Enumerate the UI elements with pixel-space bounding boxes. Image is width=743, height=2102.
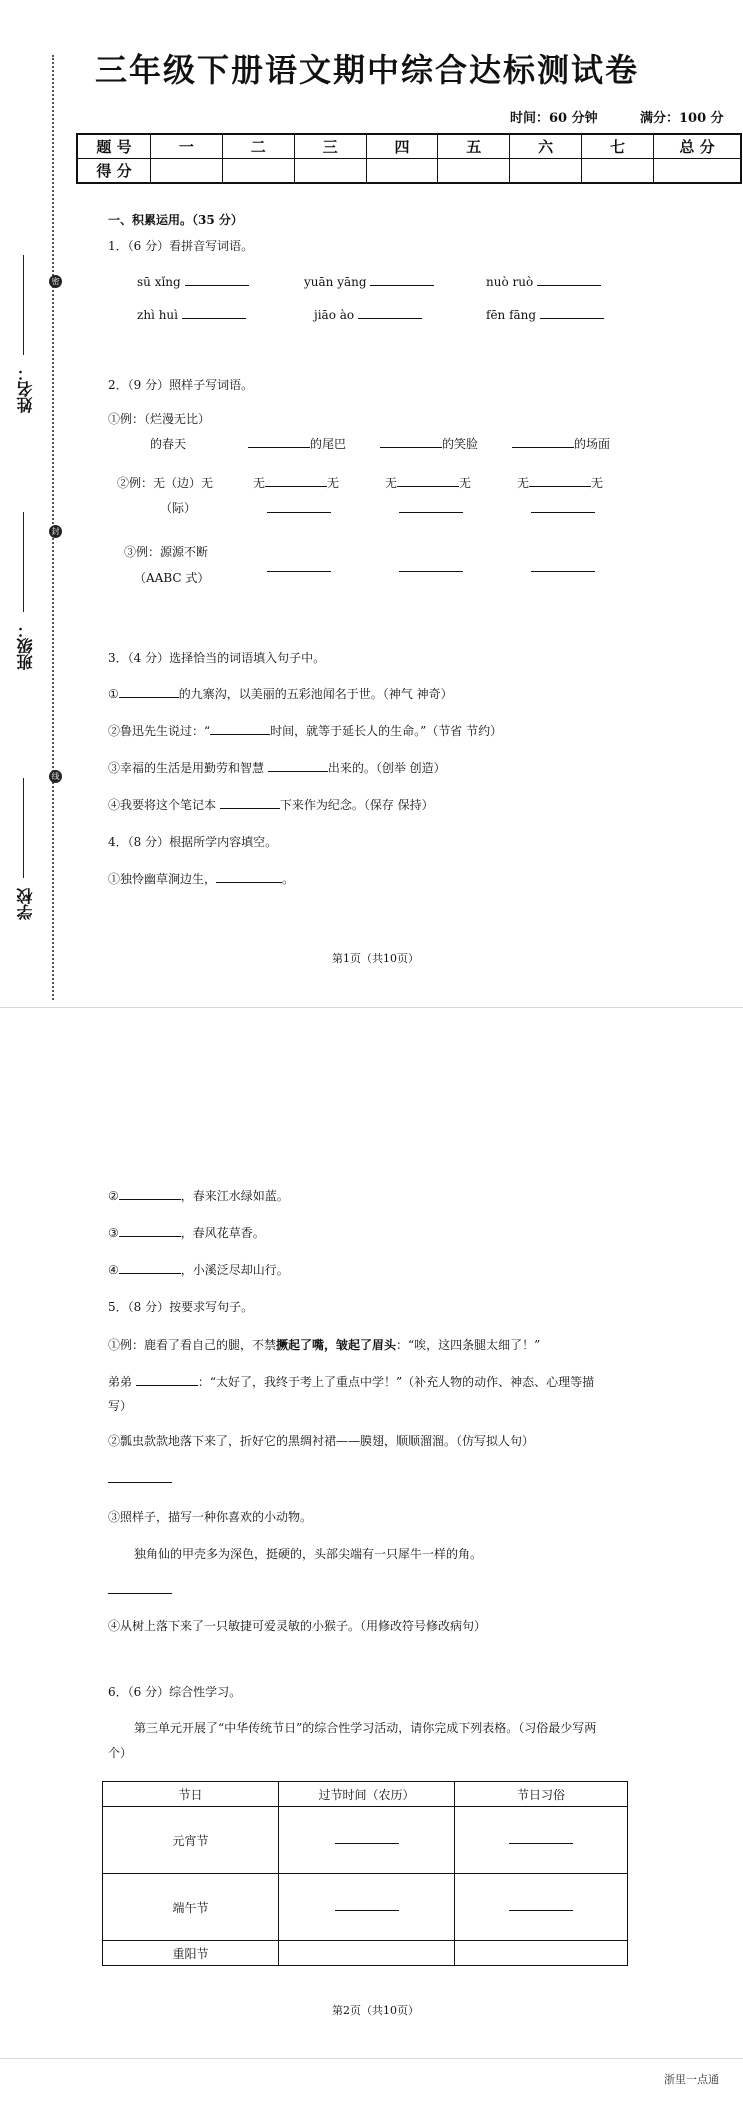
q4-item-num: ③: [108, 1226, 119, 1240]
q2-example1-item: [512, 435, 610, 452]
festival-name: 元宵节: [103, 1807, 279, 1874]
school-label: 学校: [16, 888, 35, 920]
score-cell[interactable]: [438, 159, 510, 184]
q2-example1-item: [380, 435, 478, 452]
q2-example2-sub: （际）: [160, 501, 197, 515]
page-separator: [0, 2058, 743, 2059]
q3-item-pre: ②鲁迅先生说过：“: [108, 724, 211, 738]
q5-item2: ②瓢虫款款地落下来了，折好它的黑绸衬裙——膜翅，顺顺溜溜。（仿写拟人句）: [108, 1434, 535, 1448]
page1-footer: 第1页（共10页）: [332, 952, 419, 965]
q4-item-pre: ①独怜幽草涧边生，: [108, 872, 217, 886]
q2-answer-line[interactable]: [399, 571, 463, 572]
festival-time-cell[interactable]: [279, 1807, 455, 1874]
q4-answer-blank[interactable]: [119, 1187, 181, 1200]
q2-answer-blank[interactable]: [265, 474, 327, 487]
q1-answer-blank[interactable]: [182, 306, 246, 319]
q4-item-text: ，小溪泛尽却山行。: [180, 1263, 289, 1277]
q1-answer-blank[interactable]: [540, 306, 604, 319]
q2-example3-label: ③例：源源不断: [124, 545, 209, 559]
q5-title: 5．（8 分）按要求写句子。: [108, 1300, 254, 1314]
score-cell[interactable]: [222, 159, 294, 184]
score-table-header-cell: 一: [151, 134, 223, 159]
festival-answer-line[interactable]: [335, 1900, 399, 1911]
q2-wu: 无: [327, 476, 340, 490]
score-cell[interactable]: [654, 159, 742, 184]
q2-answer-line[interactable]: [267, 571, 331, 572]
q3-title: 3．（4 分）选择恰当的词语填入句子中。: [108, 651, 326, 665]
q2-wu: 无: [253, 476, 266, 490]
score-row-label: 得 分: [77, 159, 151, 184]
q4-item: [108, 1187, 289, 1204]
q1-answer-blank[interactable]: [185, 273, 249, 286]
q2-wu: 无: [385, 476, 398, 490]
q3-answer-blank[interactable]: [210, 722, 270, 735]
score-table-header-cell: 三: [294, 134, 366, 159]
q2-example2-label: ②例：无（边）无: [117, 476, 214, 490]
q2-title: 2．（9 分）照样子写词语。: [108, 378, 254, 392]
q5-example-bold: 撅起了嘴，皱起了眉头: [276, 1338, 397, 1352]
festival-row: [103, 1807, 628, 1874]
q2-example2-item: [385, 474, 471, 491]
q2-item-text: 的笑脸: [442, 437, 479, 451]
q5-didi-wrap: 写）: [108, 1399, 133, 1413]
q5-answer-line[interactable]: [108, 1593, 172, 1594]
q3-answer-blank[interactable]: [268, 759, 328, 772]
q2-answer-blank[interactable]: [397, 474, 459, 487]
score-table-header-cell: 题 号: [77, 134, 151, 159]
q2-answer-line[interactable]: [399, 512, 463, 513]
score-cell[interactable]: [510, 159, 582, 184]
festival-row: [103, 1874, 628, 1941]
name-label: 姓名：: [16, 365, 35, 413]
q3-item: [108, 796, 434, 813]
q3-answer-blank[interactable]: [119, 685, 179, 698]
q2-example1-label: ①例：（烂漫无比）: [108, 412, 211, 426]
festival-row: [103, 1941, 628, 1966]
q1-pinyin: sū xǐng: [137, 275, 181, 289]
q2-wu: 无: [459, 476, 472, 490]
q4-item: [108, 1224, 265, 1241]
q1-item: [486, 273, 601, 289]
q4-answer-blank[interactable]: [119, 1261, 181, 1274]
festival-answer-line[interactable]: [509, 1900, 573, 1911]
festival-answer-line[interactable]: [335, 1833, 399, 1844]
q6-title: 6．（6 分）综合性学习。: [108, 1685, 242, 1699]
q5-example: [108, 1336, 540, 1353]
q4-item-text: ，春来江水绿如蓝。: [180, 1189, 289, 1203]
q5-didi-post: ：“太好了，我终于考上了重点中学！”（补充人物的动作、神态、心理等描: [197, 1375, 595, 1389]
score-table-header-cell: 六: [510, 134, 582, 159]
q6-intro-wrap: 个）: [108, 1746, 133, 1760]
q5-item4: ④从树上落下来了一只敏捷可爱灵敏的小猴子。（用修改符号修改病句）: [108, 1619, 487, 1633]
q2-example1-item: [248, 435, 346, 452]
score-table-score-row: [77, 159, 741, 184]
festival-name: 重阳节: [103, 1941, 279, 1966]
q2-answer-line[interactable]: [531, 571, 595, 572]
q3-item-post: 时间，就等于延长人的生命。”（节省 节约）: [270, 724, 503, 738]
q2-item-text: 的场面: [574, 437, 611, 451]
q2-wu: 无: [517, 476, 530, 490]
festival-custom-cell[interactable]: [455, 1807, 628, 1874]
q2-example2-item: [253, 474, 339, 491]
q4-item-num: ④: [108, 1263, 119, 1277]
q1-answer-blank[interactable]: [537, 273, 601, 286]
q1-pinyin: fēn fāng: [486, 308, 537, 322]
q5-item3: ③照样子，描写一种你喜欢的小动物。: [108, 1510, 313, 1524]
q2-item-text: 的尾巴: [310, 437, 347, 451]
score-table: [76, 133, 742, 184]
q2-wu: 无: [591, 476, 604, 490]
score-table-header-row: [77, 134, 741, 159]
festival-custom-cell[interactable]: [455, 1874, 628, 1941]
festival-custom-cell[interactable]: [455, 1941, 628, 1966]
q1-title: 1．（6 分）看拼音写词语。: [108, 239, 254, 253]
score-cell[interactable]: [151, 159, 223, 184]
score-table-header-cell: 二: [222, 134, 294, 159]
seal-mark-mi: 密: [49, 275, 62, 288]
q2-answer-line[interactable]: [531, 512, 595, 513]
class-blank-line: [23, 512, 24, 612]
q3-item-post: 出来的。（创举 创造）: [327, 761, 446, 775]
q5-answer-line[interactable]: [108, 1482, 172, 1483]
q4-answer-blank[interactable]: [119, 1224, 181, 1237]
q2-answer-blank[interactable]: [248, 435, 310, 448]
q3-item: [108, 685, 453, 702]
festival-table-header: [103, 1782, 628, 1807]
seal-mark-xian: 线: [49, 770, 62, 783]
q4-item-text: ，春风花草香。: [180, 1226, 265, 1240]
q3-item-post: 的九寨沟，以美丽的五彩池闻名于世。（神气 神奇）: [178, 687, 453, 701]
score-cell[interactable]: [294, 159, 366, 184]
q1-item: [137, 273, 249, 289]
exam-time: 时间：60 分钟: [510, 111, 598, 126]
q5-answer-blank[interactable]: [136, 1373, 198, 1386]
q3-item-pre: ①: [108, 687, 119, 701]
q2-answer-line[interactable]: [267, 512, 331, 513]
page2-footer: 第2页（共10页）: [332, 2004, 419, 2017]
q1-answer-blank[interactable]: [358, 306, 422, 319]
score-cell[interactable]: [582, 159, 654, 184]
q2-answer-blank[interactable]: [380, 435, 442, 448]
q4-item: [108, 1261, 289, 1278]
score-table-header-cell: 五: [438, 134, 510, 159]
festival-header-cell: 过节时间（农历）: [279, 1782, 455, 1807]
q2-example3-sub: （AABC 式）: [134, 571, 210, 585]
q2-example2-item: [517, 474, 603, 491]
section-one-title: 一、积累运用。（35 分）: [108, 213, 243, 227]
school-blank-line: [23, 778, 24, 878]
q3-item: [108, 759, 446, 776]
q1-answer-blank[interactable]: [370, 273, 434, 286]
q1-item: [137, 306, 246, 322]
festival-answer-line[interactable]: [509, 1833, 573, 1844]
exam-full-score: 满分：100 分: [640, 111, 724, 126]
festival-header-cell: 节日习俗: [455, 1782, 628, 1807]
q2-answer-blank[interactable]: [529, 474, 591, 487]
exam-title: 三年级下册语文期中综合达标测试卷: [95, 51, 640, 89]
q4-title: 4．（8 分）根据所学内容填空。: [108, 835, 278, 849]
festival-table: [102, 1781, 628, 1966]
festival-time-cell[interactable]: [279, 1941, 455, 1966]
q3-item-pre: ③幸福的生活是用勤劳和智慧: [108, 761, 268, 775]
festival-name: 端午节: [103, 1874, 279, 1941]
name-blank-line: [23, 255, 24, 355]
q2-example1-sample: 的春天: [150, 437, 187, 451]
festival-header-cell: 节日: [103, 1782, 279, 1807]
q4-item: [108, 870, 294, 887]
q5-example-pre: ①例：鹿看了看自己的腿，不禁: [108, 1338, 277, 1352]
q3-item: [108, 722, 502, 739]
page-separator: [0, 1007, 743, 1008]
q1-pinyin: jiāo ào: [314, 308, 355, 322]
score-table-header-cell: 总 分: [654, 134, 742, 159]
q3-item-pre: ④我要将这个笔记本: [108, 798, 220, 812]
q4-item-num: ②: [108, 1189, 119, 1203]
score-cell[interactable]: [366, 159, 438, 184]
q6-intro: 第三单元开展了“中华传统节日”的综合性学习活动，请你完成下列表格。（习俗最少写两: [134, 1721, 597, 1735]
score-table-header-cell: 四: [366, 134, 438, 159]
q3-item-post: 下来作为纪念。（保存 保持）: [279, 798, 434, 812]
q1-pinyin: zhì huì: [137, 308, 178, 322]
q1-pinyin: nuò ruò: [486, 275, 534, 289]
q5-item3-sample: 独角仙的甲壳多为深色，挺硬的，头部尖端有一只犀牛一样的角。: [134, 1547, 483, 1561]
q3-answer-blank[interactable]: [220, 796, 280, 809]
q1-item: [304, 273, 434, 289]
festival-time-cell[interactable]: [279, 1874, 455, 1941]
q1-pinyin: yuān yāng: [304, 275, 367, 289]
q5-example-post: ：“唉，这四条腿太细了！”: [396, 1338, 541, 1352]
q5-didi-pre: 弟弟: [108, 1375, 136, 1389]
q2-answer-blank[interactable]: [512, 435, 574, 448]
seal-mark-feng: 封: [49, 525, 62, 538]
class-label: 班级：: [16, 622, 35, 670]
watermark-text: 浙里一点通: [664, 2073, 719, 2086]
q1-item: [486, 306, 604, 322]
q1-item: [314, 306, 422, 322]
q4-answer-blank[interactable]: [216, 870, 282, 883]
score-table-header-cell: 七: [582, 134, 654, 159]
q5-didi-line: [108, 1373, 594, 1390]
q4-item-post: 。: [282, 872, 295, 886]
